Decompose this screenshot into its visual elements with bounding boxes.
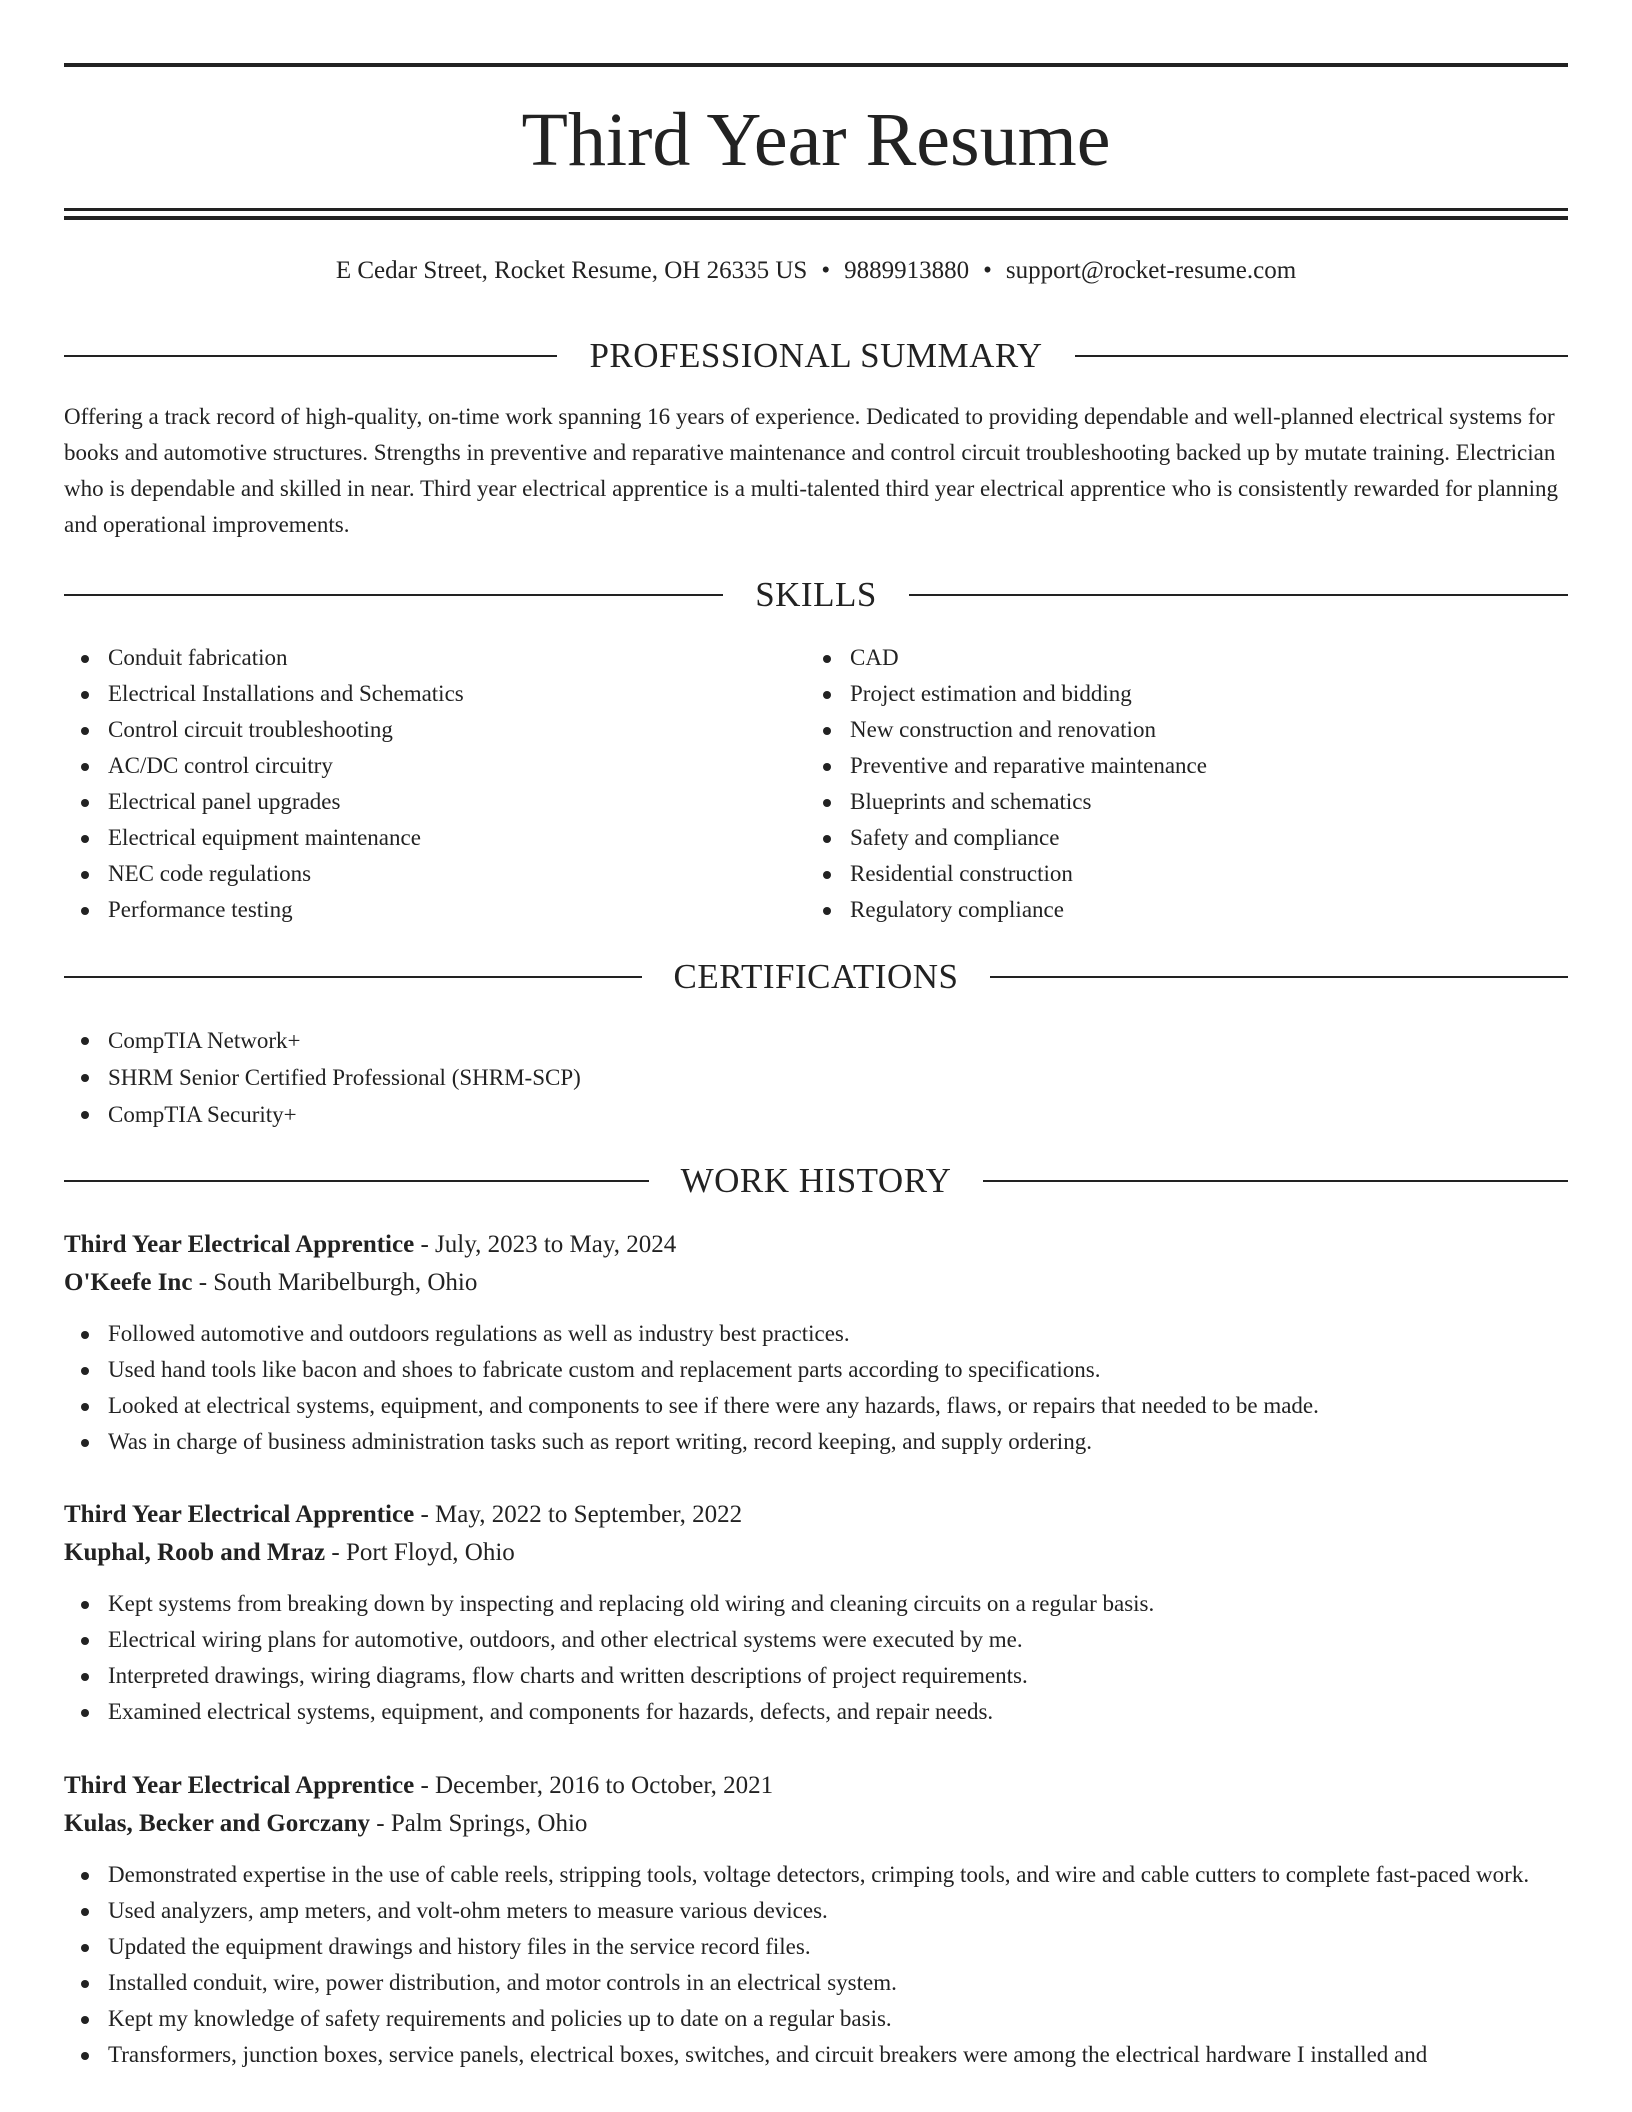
- job-bullet: Electrical wiring plans for automotive, outdoors, and other electrical systems were executed by me.: [64, 1622, 1568, 1658]
- job-bullet: Installed conduit, wire, power distribution, and motor controls in an electrical system.: [64, 1965, 1568, 2001]
- job-company: Kulas, Becker and Gorczany: [64, 1810, 371, 1837]
- section-heading-certifications: [64, 955, 1568, 999]
- skills-list-left: [64, 640, 764, 928]
- job-bullet: Updated the equipment drawings and history files in the service record files.: [64, 1929, 1568, 1965]
- skills-list-right: [806, 640, 1506, 928]
- certifications-list: [64, 1022, 1568, 1133]
- dash: -: [420, 1501, 429, 1528]
- section-heading-work-history: [64, 1159, 1568, 1203]
- job-title-line: [64, 1767, 1568, 1805]
- job-title-line: [64, 1496, 1568, 1534]
- title-rule-upper: [64, 208, 1568, 211]
- certification-item: CompTIA Security+: [64, 1096, 1568, 1133]
- resume-title: Third Year Resume: [521, 98, 1111, 182]
- dash: -: [420, 1231, 429, 1258]
- job-bullet: Demonstrated expertise in the use of cable reels, stripping tools, voltage detectors, crimping tools, and wire and cable cutters to complete fast-paced work.: [64, 1857, 1568, 1893]
- section-heading-summary: [64, 334, 1568, 378]
- section-title: PROFESSIONAL SUMMARY: [589, 336, 1043, 375]
- skill-item: Performance testing: [64, 892, 764, 928]
- skill-item: Electrical equipment maintenance: [64, 820, 764, 856]
- heading-rule: [64, 355, 557, 357]
- title-rule-lower: [64, 216, 1568, 220]
- job-bullet: Kept my knowledge of safety requirements and policies up to date on a regular basis.: [64, 2001, 1568, 2037]
- contact-address: E Cedar Street, Rocket Resume, OH 26335 US: [335, 257, 808, 284]
- dash: -: [198, 1269, 208, 1296]
- skill-item: Project estimation and bidding: [806, 676, 1506, 712]
- dash: -: [420, 1772, 429, 1799]
- contact-email: support@rocket-resume.com: [1005, 257, 1297, 284]
- top-rule: [64, 63, 1568, 67]
- heading-rule: [64, 1180, 649, 1182]
- contact-line: [64, 254, 1568, 288]
- heading-rule: [983, 1180, 1568, 1182]
- job-dates: December, 2016 to October, 2021: [435, 1772, 774, 1799]
- skill-item: Electrical panel upgrades: [64, 784, 764, 820]
- work-history-entry: [64, 1496, 1568, 1730]
- section-title: WORK HISTORY: [680, 1161, 952, 1200]
- section-title: CERTIFICATIONS: [673, 957, 959, 996]
- job-company-line: [64, 1805, 1568, 1843]
- summary-text: Offering a track record of high-quality, on-time work spanning 16 years of experience. Dedicated to providing dependable and well-planned electrical systems for books and automotive structures. Strengths in preventive and reparative maintenance and control circuit troubleshooting backed up by mutate training. Electrician who is dependable and skilled in near. Third year electrical apprentice is a multi-talented third year electrical apprentice who is consistently rewarded for planning and operational improvements.: [64, 404, 1559, 537]
- heading-rule: [64, 976, 642, 978]
- job-bullets: [64, 1857, 1568, 2073]
- job-bullet: Was in charge of business administration tasks such as report writing, record keeping, and supply ordering.: [64, 1424, 1568, 1460]
- section-heading-skills: [64, 573, 1568, 617]
- job-bullet: Looked at electrical systems, equipment, and components to see if there were any hazards, flaws, or repairs that needed to be made.: [64, 1388, 1568, 1424]
- skill-item: New construction and renovation: [806, 712, 1506, 748]
- skill-item: CAD: [806, 640, 1506, 676]
- work-history-entry: [64, 1767, 1568, 2073]
- job-location: Port Floyd, Ohio: [346, 1539, 515, 1566]
- job-bullet: Interpreted drawings, wiring diagrams, flow charts and written descriptions of project requirements.: [64, 1658, 1568, 1694]
- job-bullets: [64, 1316, 1568, 1460]
- job-title: Third Year Electrical Apprentice: [64, 1501, 415, 1528]
- contact-separator: •: [983, 257, 992, 284]
- heading-rule: [64, 594, 723, 596]
- skill-item: Conduit fabrication: [64, 640, 764, 676]
- certification-item: SHRM Senior Certified Professional (SHRM-SCP): [64, 1059, 1568, 1096]
- heading-rule: [909, 594, 1568, 596]
- skill-item: Regulatory compliance: [806, 892, 1506, 928]
- job-bullet: Examined electrical systems, equipment, and components for hazards, defects, and repair needs.: [64, 1694, 1568, 1730]
- heading-rule: [990, 976, 1568, 978]
- section-title: SKILLS: [755, 575, 877, 614]
- job-location: Palm Springs, Ohio: [390, 1810, 588, 1837]
- contact-separator: •: [821, 257, 831, 284]
- job-bullet: Used hand tools like bacon and shoes to fabricate custom and replacement parts according to specifications.: [64, 1352, 1568, 1388]
- skill-item: Safety and compliance: [806, 820, 1506, 856]
- job-dates: July, 2023 to May, 2024: [435, 1231, 677, 1258]
- certification-item: CompTIA Network+: [64, 1022, 1568, 1059]
- skill-item: AC/DC control circuitry: [64, 748, 764, 784]
- dash: -: [376, 1810, 385, 1837]
- job-title-line: [64, 1226, 1568, 1264]
- job-bullet: Kept systems from breaking down by inspecting and replacing old wiring and cleaning circuits on a regular basis.: [64, 1586, 1568, 1622]
- job-title: Third Year Electrical Apprentice: [64, 1231, 415, 1258]
- job-bullet: Transformers, junction boxes, service panels, electrical boxes, switches, and circuit breakers were among the electrical hardware I installed and: [64, 2037, 1568, 2073]
- job-company: Kuphal, Roob and Mraz: [64, 1539, 326, 1566]
- contact-phone: 9889913880: [844, 257, 970, 284]
- dash: -: [331, 1539, 340, 1566]
- skill-item: Residential construction: [806, 856, 1506, 892]
- job-company-line: [64, 1264, 1568, 1302]
- job-title: Third Year Electrical Apprentice: [64, 1772, 415, 1799]
- job-company-line: [64, 1534, 1568, 1572]
- work-history-entry: [64, 1226, 1568, 1460]
- skill-item: Preventive and reparative maintenance: [806, 748, 1506, 784]
- skill-item: Electrical Installations and Schematics: [64, 676, 764, 712]
- job-bullets: [64, 1586, 1568, 1730]
- job-company: O'Keefe Inc: [64, 1269, 193, 1296]
- heading-rule: [1075, 355, 1568, 357]
- job-bullet: Used analyzers, amp meters, and volt-ohm meters to measure various devices.: [64, 1893, 1568, 1929]
- job-dates: May, 2022 to September, 2022: [435, 1501, 743, 1528]
- job-bullet: Followed automotive and outdoors regulations as well as industry best practices.: [64, 1316, 1568, 1352]
- skill-item: Control circuit troubleshooting: [64, 712, 764, 748]
- skill-item: NEC code regulations: [64, 856, 764, 892]
- job-location: South Maribelburgh, Ohio: [213, 1269, 478, 1296]
- skill-item: Blueprints and schematics: [806, 784, 1506, 820]
